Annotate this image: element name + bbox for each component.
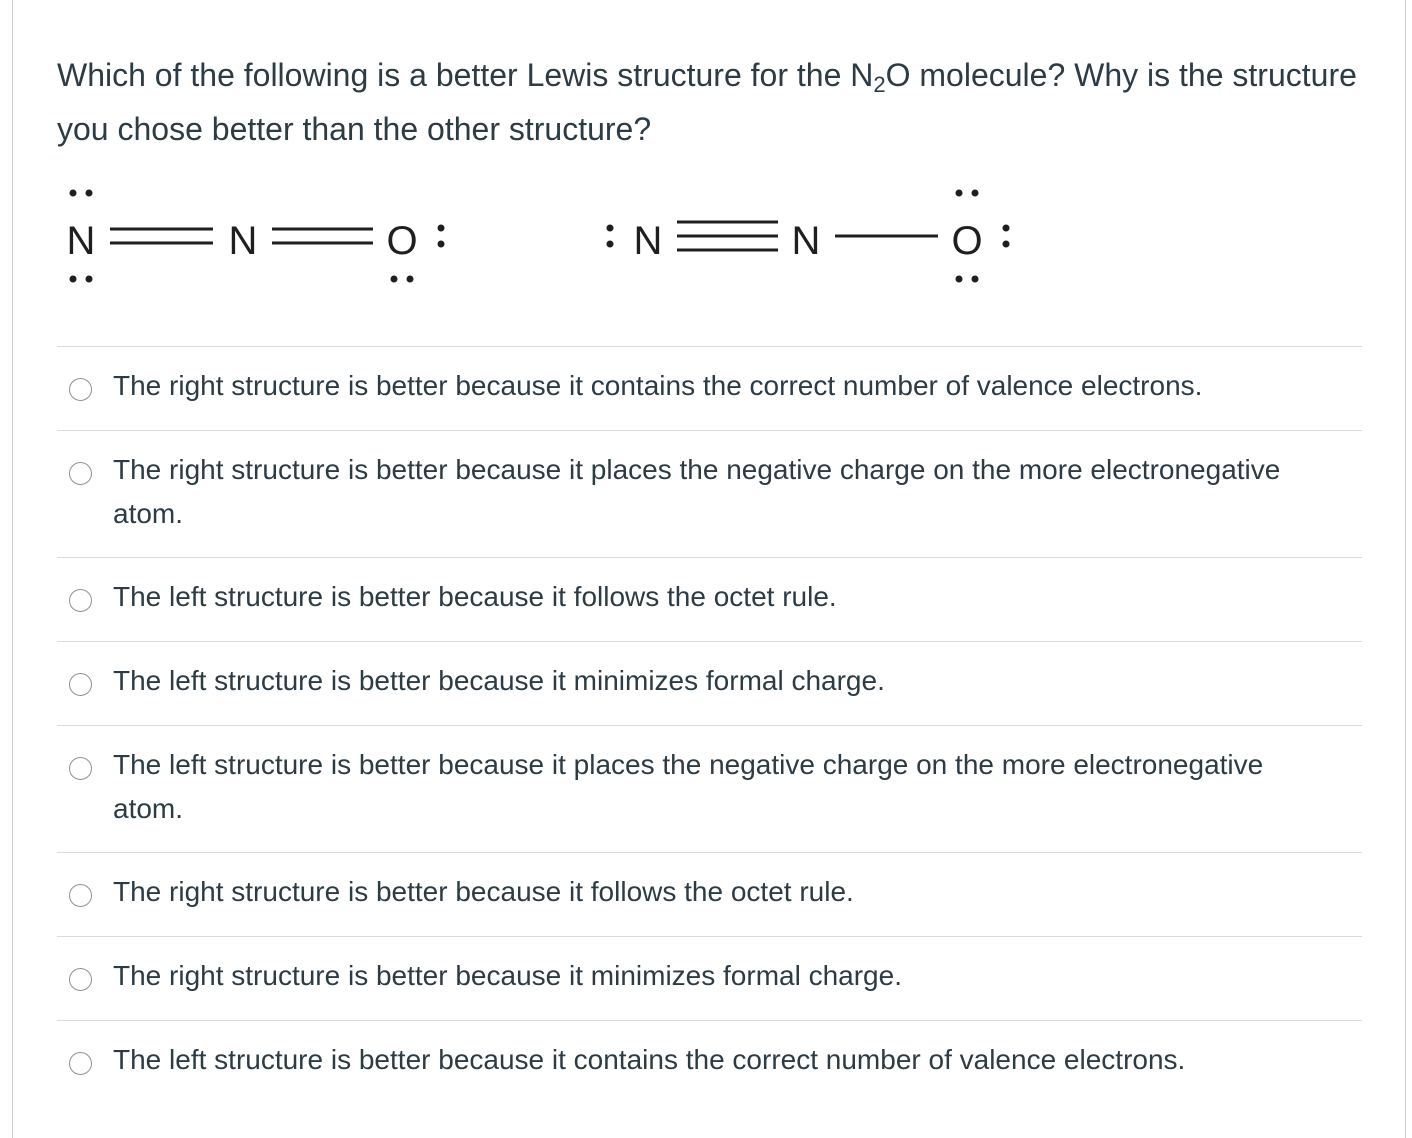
- radio-button[interactable]: [69, 589, 92, 612]
- answer-option-3[interactable]: [57, 557, 1362, 641]
- lone-pair-dot: [407, 276, 414, 283]
- left-atom-n1: N: [66, 219, 96, 263]
- right-lewis-structure: [607, 190, 1010, 283]
- answer-label: The right structure is better because it places the negative charge on the more electronegative atom.: [113, 454, 1281, 529]
- lone-pair-dot: [70, 276, 77, 283]
- lone-pair-dot: [391, 276, 398, 283]
- answer-list: [57, 346, 1362, 1104]
- radio-button[interactable]: [69, 884, 92, 907]
- answer-label: The left structure is better because it contains the correct number of valence electrons.: [113, 1044, 1186, 1075]
- answer-option-8[interactable]: [57, 1020, 1362, 1104]
- lone-pair-dot: [956, 276, 963, 283]
- question-text-part-2: O molecule? Why is the structure you chose better than the other structure?: [57, 57, 1357, 147]
- radio-button[interactable]: [69, 1052, 92, 1075]
- answer-option-6[interactable]: [57, 852, 1362, 936]
- right-atom-o: O: [951, 219, 983, 263]
- question-subscript: 2: [873, 72, 886, 97]
- right-atom-n2: N: [791, 219, 821, 263]
- answer-label: The left structure is better because it places the negative charge on the more electronegative atom.: [113, 749, 1264, 824]
- answer-label: The left structure is better because it follows the octet rule.: [113, 581, 837, 612]
- answer-label: The left structure is better because it minimizes formal charge.: [113, 665, 885, 696]
- answer-option-7[interactable]: [57, 936, 1362, 1020]
- answer-option-4[interactable]: [57, 641, 1362, 725]
- question-text-part-1: Which of the following is a better Lewis structure for the N: [57, 57, 874, 93]
- lone-pair-dot: [972, 190, 979, 197]
- lone-pair-dot: [607, 241, 614, 248]
- lone-pair-dot: [86, 190, 93, 197]
- radio-button[interactable]: [69, 378, 92, 401]
- answer-option-2[interactable]: [57, 430, 1362, 557]
- left-atom-o: O: [386, 219, 418, 263]
- answer-label: The right structure is better because it follows the octet rule.: [113, 876, 854, 907]
- lone-pair-dot: [86, 276, 93, 283]
- answer-option-5[interactable]: [57, 725, 1362, 852]
- answer-label: The right structure is better because it minimizes formal charge.: [113, 960, 902, 991]
- left-lewis-structure: [67, 190, 445, 283]
- right-atom-n1: N: [633, 219, 663, 263]
- lone-pair-dot: [972, 276, 979, 283]
- lone-pair-dot: [956, 190, 963, 197]
- question-text: [57, 48, 1367, 156]
- radio-button[interactable]: [69, 462, 92, 485]
- radio-button[interactable]: [69, 673, 92, 696]
- lone-pair-dot: [438, 241, 445, 248]
- radio-button[interactable]: [69, 757, 92, 780]
- answer-option-1[interactable]: [57, 346, 1362, 430]
- lewis-structures-figure: [57, 175, 1057, 295]
- radio-button[interactable]: [69, 968, 92, 991]
- lone-pair-dot: [1003, 225, 1010, 232]
- lone-pair-dot: [1003, 241, 1010, 248]
- lone-pair-dot: [438, 225, 445, 232]
- lone-pair-dot: [607, 225, 614, 232]
- left-atom-n2: N: [228, 219, 258, 263]
- answer-label: The right structure is better because it contains the correct number of valence electrons.: [113, 370, 1203, 401]
- lone-pair-dot: [70, 190, 77, 197]
